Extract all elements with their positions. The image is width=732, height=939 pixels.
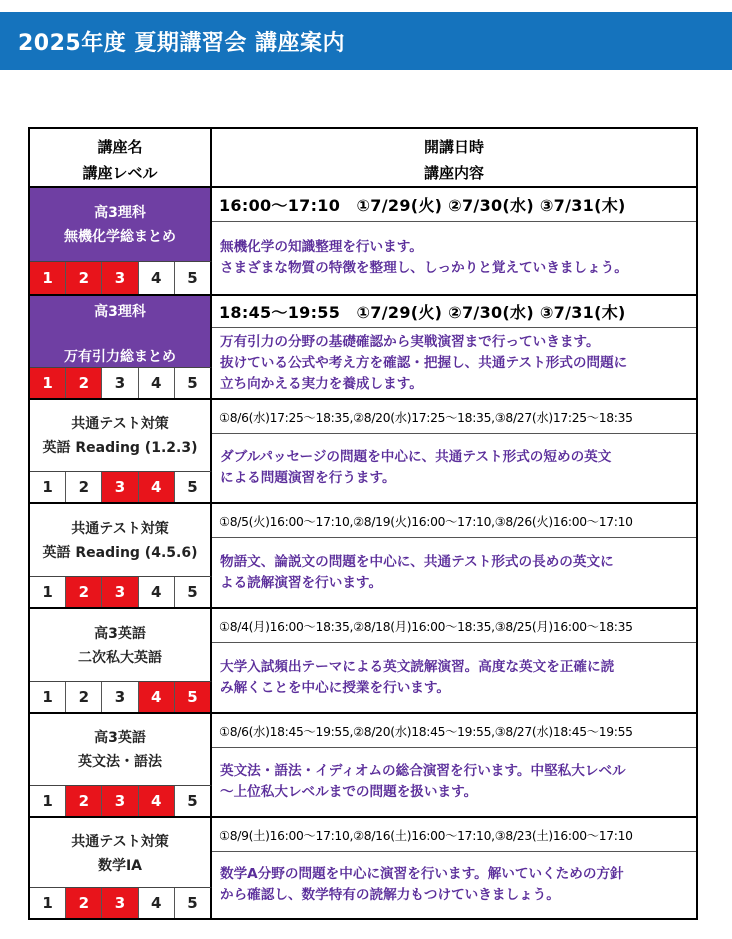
level-cell-1: 1 (30, 262, 66, 294)
level-cell-2: 2 (66, 682, 102, 712)
level-cell-2: 2 (66, 577, 102, 607)
course-description (212, 748, 696, 816)
description-line: ダブルパッセージの問題を中心に、共通テスト形式の短めの英文 (220, 449, 612, 465)
course-description (212, 538, 696, 607)
course-name-cell (30, 714, 212, 785)
description-line: 立ち向かえる実力を養成します。 (220, 375, 423, 392)
level-cell-4: 4 (139, 577, 175, 607)
course-schedule: 16:00～17:10 ①7/29(火) ②7/30(水) ③7/31(木) (212, 188, 696, 222)
course-description (212, 852, 696, 918)
course-category: 高3理科 (94, 304, 146, 320)
level-cell-1: 1 (30, 682, 66, 712)
level-cell-1: 1 (30, 786, 66, 816)
course-schedule: ①8/6(水)17:25～18:35,②8/20(水)17:25～18:35,③8/27(水)17:25～18:35 (212, 400, 696, 434)
level-cell-3: 3 (102, 472, 138, 502)
course-description (212, 434, 696, 502)
course-row (30, 502, 696, 607)
level-cell-4: 4 (139, 262, 175, 294)
description-line: 抜けている公式や考え方を確認・把握し、共通テスト形式の問題に (220, 354, 628, 371)
course-name-cell (30, 818, 212, 887)
course-category: 共通テスト対策 (71, 521, 169, 537)
page-title: 2025年度 夏期講習会 講座案内 (18, 31, 346, 56)
header-course-level: 講座レベル (82, 164, 158, 182)
level-cell-2: 2 (66, 888, 102, 918)
header-schedule: 開講日時 (423, 138, 484, 156)
course-category: 高3英語 (94, 626, 146, 642)
level-cell-3: 3 (102, 368, 138, 398)
course-description (212, 222, 696, 294)
level-indicator (30, 367, 212, 398)
course-name-cell (30, 609, 212, 681)
level-cell-5: 5 (175, 577, 210, 607)
level-cell-3: 3 (102, 888, 138, 918)
level-cell-3: 3 (102, 682, 138, 712)
course-name-cell (30, 188, 212, 261)
level-cell-3: 3 (102, 786, 138, 816)
level-cell-2: 2 (66, 472, 102, 502)
level-indicator (30, 261, 212, 294)
level-cell-4: 4 (139, 786, 175, 816)
course-description (212, 643, 696, 712)
description-line: による問題演習を行うます。 (220, 470, 396, 486)
description-line: ～上位私大レベルまでの問題を扱います。 (220, 784, 478, 800)
level-cell-4: 4 (139, 472, 175, 502)
level-cell-5: 5 (175, 888, 210, 918)
level-cell-4: 4 (139, 682, 175, 712)
level-cell-2: 2 (66, 786, 102, 816)
description-line: 物語文、論説文の問題を中心に、共通テスト形式の長めの英文に (220, 553, 614, 570)
level-cell-4: 4 (139, 888, 175, 918)
course-row (30, 294, 696, 398)
level-cell-3: 3 (102, 577, 138, 607)
course-title: 無機化学総まとめ (64, 229, 176, 245)
header-content: 講座内容 (423, 164, 484, 182)
level-indicator (30, 887, 212, 918)
level-cell-5: 5 (175, 368, 210, 398)
course-schedule: ①8/6(水)18:45～19:55,②8/20(水)18:45～19:55,③8/27(水)18:45～19:55 (212, 714, 696, 748)
level-cell-1: 1 (30, 577, 66, 607)
course-name-cell (30, 296, 212, 367)
description-line: 大学入試頻出テーマによる英文読解演習。高度な英文を正確に読 (220, 658, 615, 675)
course-schedule: ①8/9(土)16:00～17:10,②8/16(土)16:00～17:10,③8/23(土)16:00～17:10 (212, 818, 696, 852)
level-cell-1: 1 (30, 368, 66, 398)
description-line: み解くことを中心に授業を行います。 (220, 679, 451, 696)
level-indicator (30, 785, 212, 816)
level-cell-5: 5 (175, 262, 210, 294)
course-row (30, 712, 696, 816)
page-header-banner (0, 12, 732, 70)
course-schedule: ①8/5(火)16:00～17:10,②8/19(火)16:00～17:10,③8/26(火)16:00～17:10 (212, 504, 696, 538)
description-line: 万有引力の分野の基礎確認から実戦演習まで行っていきます。 (220, 333, 600, 350)
course-description (212, 328, 696, 398)
header-left-cell (30, 129, 212, 188)
level-indicator (30, 471, 212, 502)
course-category: 共通テスト対策 (71, 416, 169, 432)
level-cell-5: 5 (175, 786, 210, 816)
course-schedule: 18:45～19:55 ①7/29(火) ②7/30(水) ③7/31(木) (212, 296, 696, 328)
course-title: 万有引力総まとめ (64, 349, 176, 365)
level-cell-1: 1 (30, 472, 66, 502)
description-line: さまざまな物質の特徴を整理し、しっかりと覚えていきましょう。 (220, 260, 628, 276)
course-row (30, 398, 696, 502)
description-line: 英文法・語法・イディオムの総合演習を行います。中堅私大レベル (220, 763, 626, 779)
course-title: 英語 Reading (1.2.3) (42, 440, 198, 456)
course-title: 数学ⅠA (97, 858, 143, 874)
course-row (30, 607, 696, 712)
course-category: 共通テスト対策 (71, 834, 169, 850)
level-cell-5: 5 (175, 682, 210, 712)
level-cell-2: 2 (66, 262, 102, 294)
level-cell-2: 2 (66, 368, 102, 398)
description-line: から確認し、数学特有の読解力もつけていきましょう。 (220, 887, 560, 903)
description-line: 数学A分野の問題を中心に演習を行います。解いていくための方針 (220, 866, 624, 882)
course-title: 二次私大英語 (78, 650, 162, 666)
course-schedule: ①8/4(月)16:00～18:35,②8/18(月)16:00～18:35,③8/25(月)16:00～18:35 (212, 609, 696, 643)
course-table (28, 127, 698, 920)
description-line: 無機化学の知識整理を行います。 (220, 239, 423, 255)
level-cell-1: 1 (30, 888, 66, 918)
course-name-cell (30, 400, 212, 471)
level-indicator (30, 576, 212, 607)
level-cell-4: 4 (139, 368, 175, 398)
level-cell-5: 5 (175, 472, 210, 502)
course-category: 高3英語 (94, 730, 146, 746)
course-row (30, 188, 696, 294)
header-right-cell (212, 129, 696, 188)
course-row (30, 816, 696, 918)
level-indicator (30, 681, 212, 712)
course-title: 英語 Reading (4.5.6) (42, 545, 198, 561)
description-line: よる読解演習を行います。 (220, 574, 383, 591)
course-title: 英文法・語法 (78, 754, 162, 770)
course-name-cell (30, 504, 212, 576)
level-cell-3: 3 (102, 262, 138, 294)
course-category: 高3理科 (94, 205, 146, 221)
header-course-name: 講座名 (97, 138, 143, 156)
